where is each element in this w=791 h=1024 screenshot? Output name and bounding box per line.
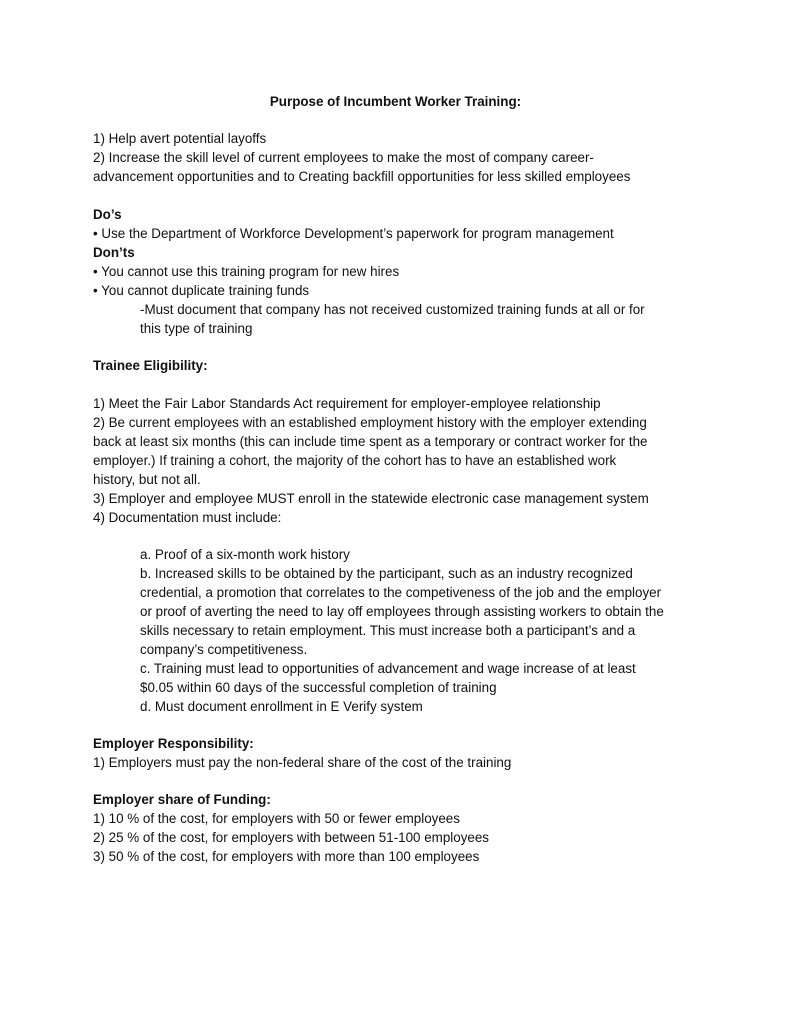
dos-heading: Do’s [93, 207, 122, 222]
eligibility-heading: Trainee Eligibility: [93, 358, 208, 373]
funding-line: 3) 50 % of the cost, for employers with more than 100 employees [93, 849, 480, 864]
documentation-item: b. Increased skills to be obtained by the participant, such as an industry recognized [140, 566, 633, 581]
purpose-line: 2) Increase the skill level of current employees to make the most of company career- [93, 150, 594, 165]
dos-item: • Use the Department of Workforce Development’s paperwork for program management [93, 226, 614, 241]
eligibility-line: 3) Employer and employee MUST enroll in the statewide electronic case management system [93, 491, 649, 506]
documentation-item: skills necessary to retain employment. This must increase both a participant’s and a [140, 623, 636, 638]
funding-heading: Employer share of Funding: [93, 792, 271, 807]
document-title: Purpose of Incumbent Worker Training: [269, 94, 522, 109]
eligibility-line: 1) Meet the Fair Labor Standards Act requirement for employer-employee relationship [93, 396, 601, 411]
documentation-item: a. Proof of a six-month work history [140, 547, 350, 562]
funding-line: 2) 25 % of the cost, for employers with between 51-100 employees [93, 830, 489, 845]
eligibility-line: employer.) If training a cohort, the majority of the cohort has to have an established work [93, 453, 617, 468]
donts-subitem: -Must document that company has not received customized training funds at all or for [140, 302, 645, 317]
documentation-item: credential, a promotion that correlates to the competiveness of the job and the employer [140, 585, 662, 600]
documentation-item: d. Must document enrollment in E Verify system [140, 699, 423, 714]
eligibility-line: 2) Be current employees with an established employment history with the employer extending [93, 415, 647, 430]
responsibility-line: 1) Employers must pay the non-federal share of the cost of the training [93, 755, 512, 770]
donts-heading: Don’ts [93, 245, 135, 260]
purpose-line: advancement opportunities and to Creating backfill opportunities for less skilled employees [93, 169, 631, 184]
eligibility-line: 4) Documentation must include: [93, 510, 282, 525]
documentation-item: company’s competitiveness. [140, 642, 308, 657]
documentation-item: c. Training must lead to opportunities of advancement and wage increase of at least [140, 661, 636, 676]
donts-item: • You cannot use this training program for new hires [93, 264, 400, 279]
eligibility-line: back at least six months (this can include time spent as a temporary or contract worker for the [93, 434, 648, 449]
documentation-item: $0.05 within 60 days of the successful completion of training [140, 680, 497, 695]
donts-subitem: this type of training [140, 321, 253, 336]
documentation-item: or proof of averting the need to lay off employees through assisting workers to obtain the [140, 604, 664, 619]
responsibility-heading: Employer Responsibility: [93, 736, 254, 751]
purpose-line: 1) Help avert potential layoffs [93, 131, 267, 146]
funding-line: 1) 10 % of the cost, for employers with 50 or fewer employees [93, 811, 460, 826]
eligibility-line: history, but not all. [93, 472, 201, 487]
donts-item: • You cannot duplicate training funds [93, 283, 310, 298]
